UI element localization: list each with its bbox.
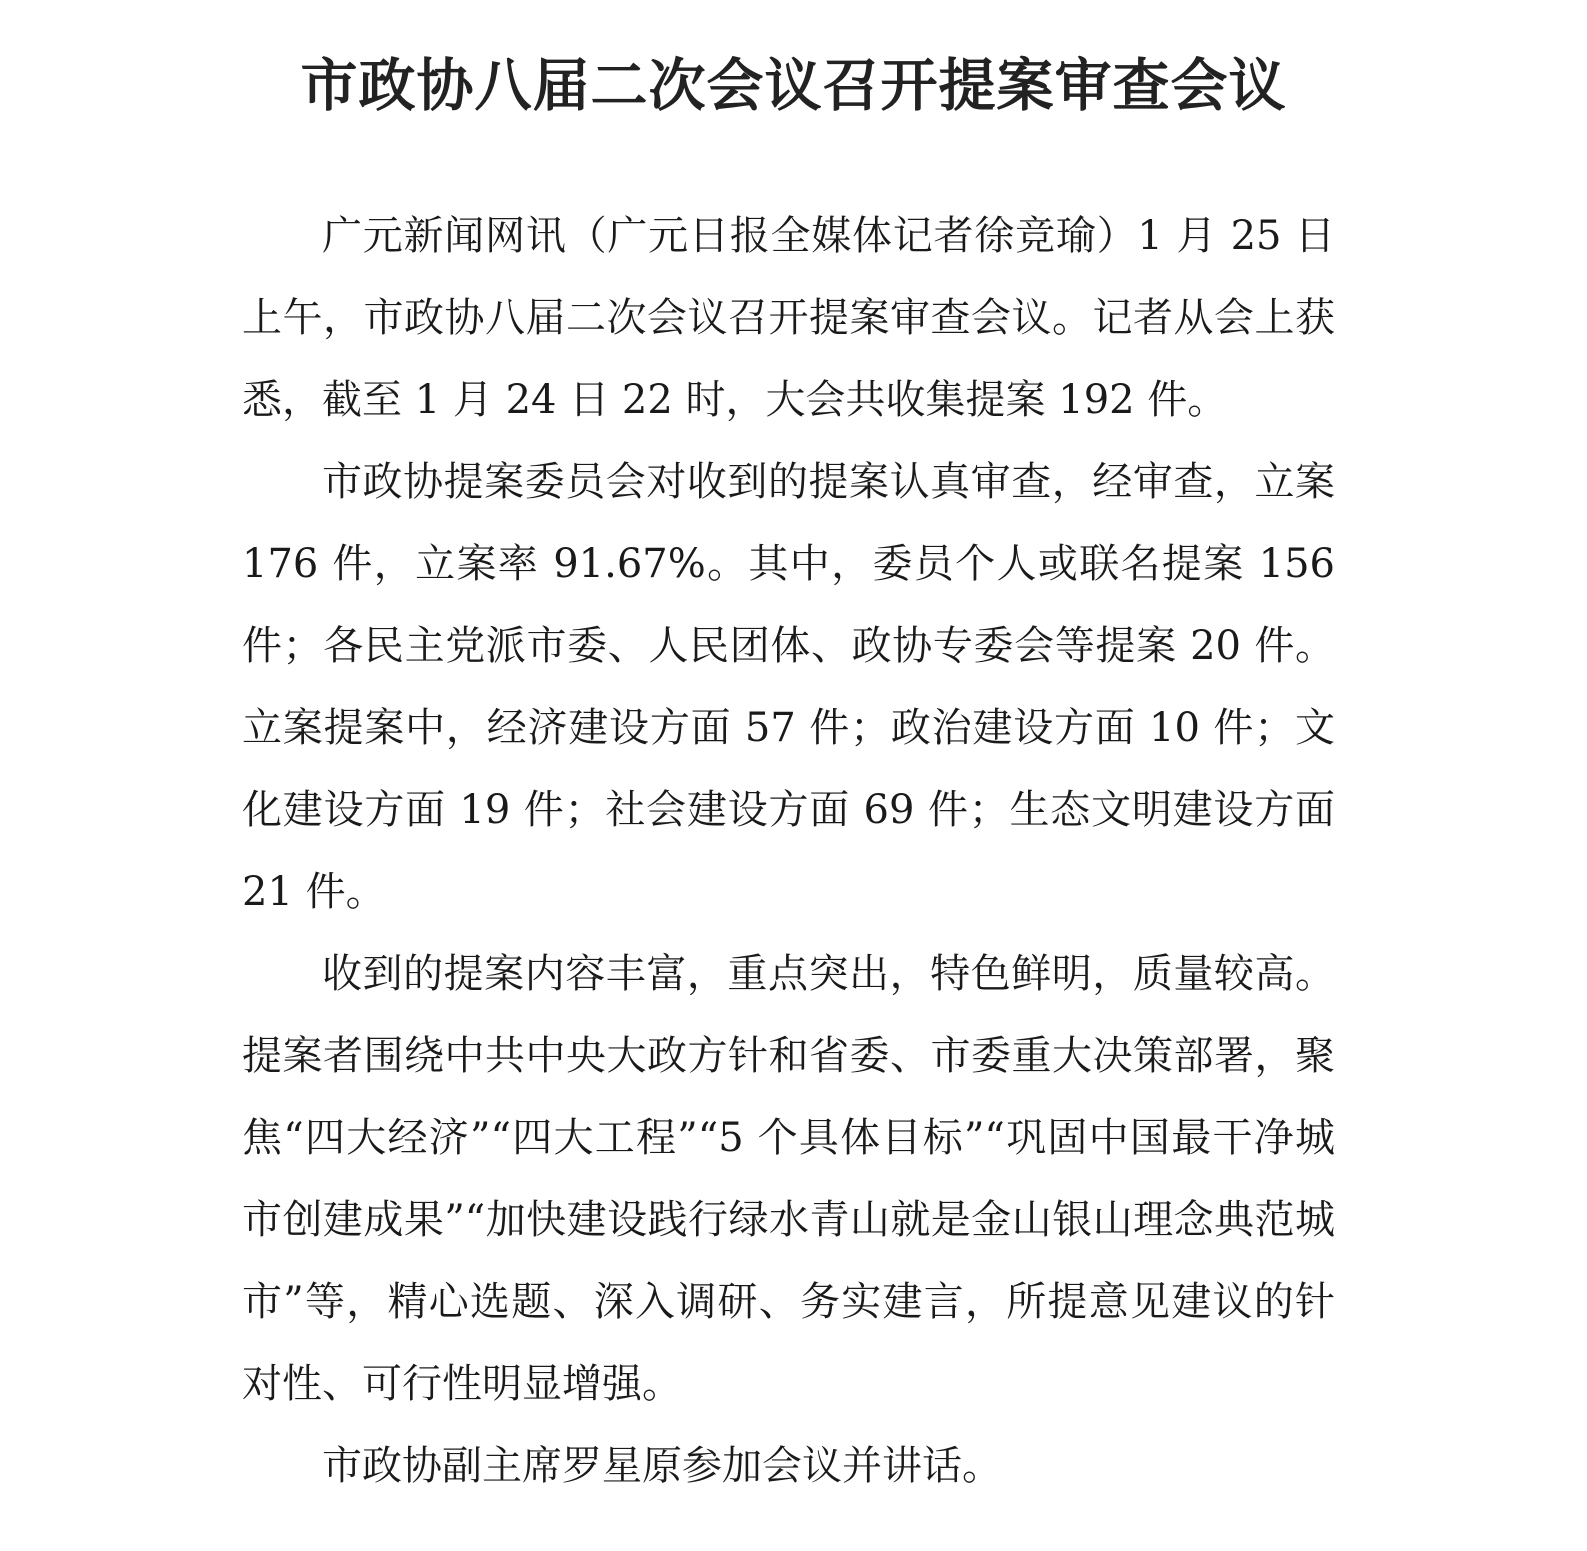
document-title: 市政协八届二次会议召开提案审查会议 [300, 52, 1287, 120]
paragraph-2: 市政协提案委员会对收到的提案认真审查，经审查，立案 176 件，立案率 91.67%。其中，委员个人或联名提案 156 件；各民主党派市委、人民团体、政协专委会等提案 20 件。立案提案中，经济建设方面 57 件；政治建设方面 10 件；文化建设方面 19 件；社会建设方面 69 件；生态文明建设方面 21 件。 [242, 459, 1335, 915]
article-body [242, 195, 1335, 1507]
paragraph-3: 收到的提案内容丰富，重点突出，特色鲜明，质量较高。提案者围绕中共中央大政方针和省委、市委重大决策部署，聚焦“四大经济”“四大工程”“5 个具体目标”“巩固中国最干净城市创建成果”“加快建设践行绿水青山就是金山银山理念典范城市”等，精心选题、深入调研、务实建言，所提意见建议的针对性、可行性明显增强。 [242, 951, 1335, 1407]
paragraph-4: 市政协副主席罗星原参加会议并讲话。 [322, 1443, 1002, 1489]
paragraph-1: 广元新闻网讯（广元日报全媒体记者徐竞瑜）1 月 25 日上午，市政协八届二次会议召开提案审查会议。记者从会上获悉，截至 1 月 24 日 22 时，大会共收集提案 192 件。 [242, 213, 1335, 423]
